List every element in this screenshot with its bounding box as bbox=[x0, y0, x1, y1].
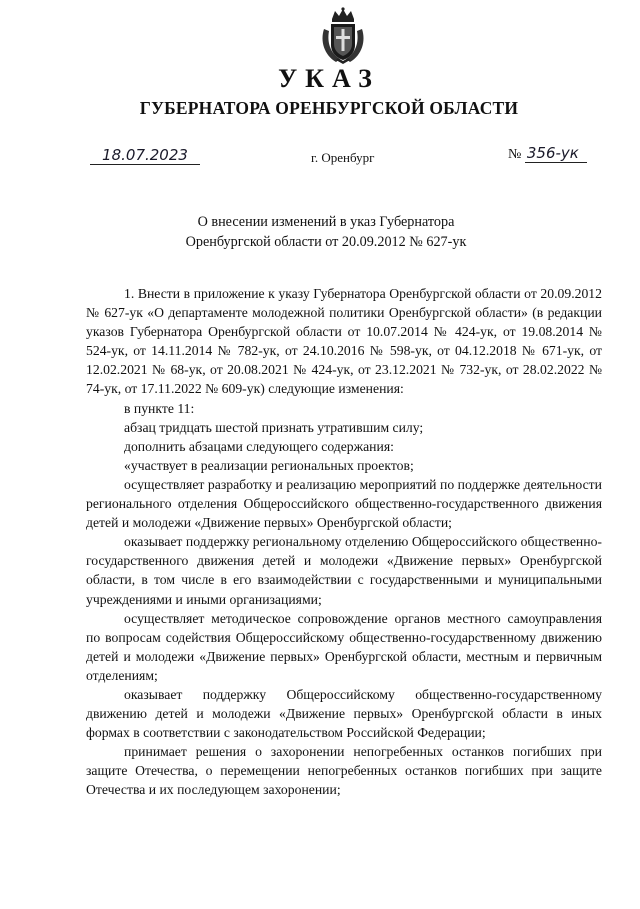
body-paragraph: принимает решения о захоронении непогребенных останков погибших при защите Отечества, о перемещении непогребенных останков погибших при защите Отечества и их последующем захоронении; bbox=[86, 744, 602, 798]
document-subject bbox=[0, 212, 640, 252]
document-subtitle: ГУБЕРНАТОРА ОРЕНБУРГСКОЙ ОБЛАСТИ bbox=[139, 98, 519, 118]
body-paragraph: осуществляет разработку и реализацию мероприятий по поддержке деятельности регионального отделения Общероссийского общественно-государственного движения детей и молодежи «Движение первых» Оренбургской области; bbox=[86, 476, 602, 531]
document-city: г. Оренбург bbox=[311, 150, 375, 165]
document-date: 18.07.2023 bbox=[90, 146, 200, 165]
document-number bbox=[508, 144, 587, 163]
subject-line-1: О внесении изменений в указ Губернатора bbox=[197, 214, 455, 230]
body-paragraph: осуществляет методическое сопровождение органов местного самоуправления по вопросам содействия Общероссийскому общественно-государственному движению детей и молодежи «Движение первых» Оренбургской области, местным и первичным отделениям; bbox=[86, 610, 602, 683]
body-paragraph: 1. Внести в приложение к указу Губернатора Оренбургской области от 20.09.2012 № 627-ук «О департаменте молодежной политики Оренбургской области» (в редакции указов Губернатора Оренбургской области от 10.07.2014 № 424-ук, от 19.08.2014 № 524-ук, от 14.11.2014 № 782-ук, от 24.10.2016 № 598-ук, от 04.12.2018 № 671-ук, от 12.02.2021 № 68-ук, от 20.08.2021 № 424-ук, от 23.12.2021 № 732-ук, от 28.02.2022 № 74-ук, от 17.11.2022 № 609-ук) следующие изменения: bbox=[86, 286, 602, 397]
body-paragraph: абзац тридцать шестой признать утратившим силу; bbox=[124, 419, 424, 435]
subject-line-2: Оренбургской области от 20.09.2012 № 627-ук bbox=[185, 234, 467, 250]
document-meta-row bbox=[0, 140, 640, 170]
number-sign: № bbox=[508, 147, 522, 162]
number-value: 356-ук bbox=[525, 144, 587, 163]
coat-of-arms-emblem bbox=[318, 7, 368, 65]
body-paragraph: оказывает поддержку Общероссийскому общественно-государственному движению детей и молодежи «Движение первых» Оренбургской области в иных формах в соответствии с законодательством Российской Федерации; bbox=[86, 686, 602, 741]
body-paragraph: оказывает поддержку региональному отделению Общероссийского общественно-государственного движения детей и молодежи «Движение первых» Оренбургской области, в том числе в его взаимодействии с государственными и муниципальными учреждениями и иными организациями; bbox=[86, 534, 602, 607]
document-body bbox=[86, 284, 602, 800]
document-title: УКАЗ bbox=[278, 64, 380, 93]
body-paragraph: дополнить абзацами следующего содержания: bbox=[124, 438, 394, 454]
body-paragraph: «участвует в реализации региональных проектов; bbox=[124, 457, 414, 473]
body-paragraph: в пункте 11: bbox=[124, 400, 195, 416]
